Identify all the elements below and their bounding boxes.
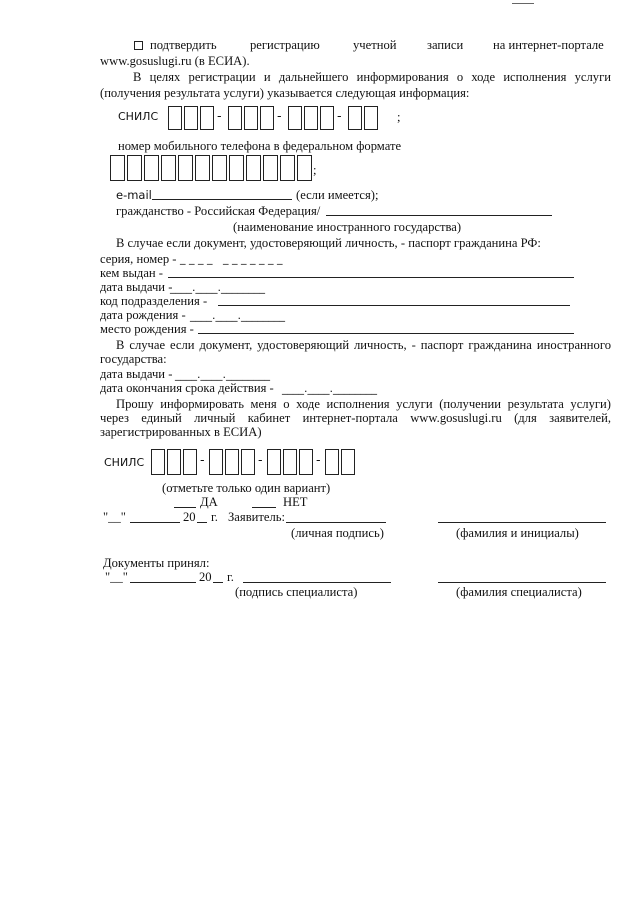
foreign-issue-date-label: дата выдачи - [100,367,173,381]
snils-label: СНИЛС [118,110,159,123]
snils-separator: - [217,108,222,123]
snils-separator: - [337,108,342,123]
foreign-passport-heading-2: государства: [100,352,167,366]
received-year-prefix: 20 [199,570,212,584]
no-label: НЕТ [283,495,308,509]
phone-digit-box[interactable] [127,155,142,181]
phone-digit-box[interactable] [297,155,312,181]
snils-digit-box[interactable] [288,106,302,130]
phone-digit-box[interactable] [161,155,176,181]
applicant-label: Заявитель: [228,510,285,524]
foreign-state-field[interactable] [326,215,552,216]
scan-mark [512,3,534,4]
info-intro-line-2: (получения результата услуги) указывается следующая информация: [100,86,470,100]
received-year-suffix: г. [227,570,234,584]
phone-digit-box[interactable] [144,155,159,181]
expiry-label: дата окончания срока действия - [100,381,274,395]
snils-2-digit-box[interactable] [299,449,313,475]
email-label: e-mail [116,188,152,202]
citizenship-label: гражданство - Российская Федерация/ [116,204,321,218]
dept-code-label: код подразделения - [100,294,208,308]
phone-end: ; [313,163,317,177]
birth-place-field[interactable] [198,333,574,334]
snils-2-digit-box[interactable] [325,449,339,475]
consent-word-5: на интернет-портале [493,38,604,52]
snils-digit-box[interactable] [244,106,258,130]
birth-date-label: дата рождения - [100,308,186,322]
phone-digit-box[interactable] [280,155,295,181]
series-label: серия, номер - [100,252,177,266]
phone-digit-box[interactable] [229,155,244,181]
snils-separator: - [277,108,282,123]
snils-2-digit-box[interactable] [209,449,223,475]
dept-code-field[interactable] [218,305,570,306]
received-signature-caption: (подпись специалиста) [235,585,358,599]
expiry-field[interactable]: ____.____.________ [282,382,377,395]
issued-by-field[interactable] [168,277,574,278]
snils-2-digit-box[interactable] [167,449,181,475]
received-signature-field[interactable] [243,582,391,583]
info-intro-line-1: В целях регистрации и дальнейшего информирования о ходе исполнения услуги [133,70,611,84]
notify-line-3: зарегистрированных в ЕСИА) [100,425,262,439]
snils-2-digit-box[interactable] [283,449,297,475]
applicant-name-caption: (фамилия и инициалы) [456,526,579,540]
applicant-month-field[interactable] [130,522,180,523]
foreign-issue-date-field[interactable]: ____.____.________ [175,368,270,381]
received-title: Документы принял: [103,556,210,570]
snils-2-separator: - [200,452,205,467]
applicant-year-prefix: 20 [183,510,196,524]
received-name-field[interactable] [438,582,606,583]
applicant-signature-caption: (личная подпись) [291,526,384,540]
consent-word-4: записи [427,38,464,52]
phone-digit-box[interactable] [195,155,210,181]
snils-digit-box[interactable] [168,106,182,130]
snils-2-digit-box[interactable] [183,449,197,475]
phone-digit-box[interactable] [178,155,193,181]
series-field[interactable]: _ _ _ _ _ _ _ _ _ _ _ [180,252,283,265]
snils-digit-box[interactable] [304,106,318,130]
phone-digit-box[interactable] [110,155,125,181]
snils-2-digit-box[interactable] [151,449,165,475]
snils-digit-box[interactable] [184,106,198,130]
choice-note: (отметьте только один вариант) [162,481,331,495]
received-name-caption: (фамилия специалиста) [456,585,582,599]
rf-passport-heading: В случае если документ, удостоверяющий личность, - паспорт гражданина РФ: [116,236,541,250]
snils-digit-box[interactable] [200,106,214,130]
snils-digit-box[interactable] [348,106,362,130]
yes-mark-field[interactable] [174,507,196,508]
snils-2-separator: - [316,452,321,467]
snils-2-digit-box[interactable] [267,449,281,475]
issue-date-field[interactable]: ____.____.________ [170,281,265,294]
snils-label-2: СНИЛС [104,456,145,469]
consent-word-1: подтвердить [150,38,217,52]
phone-label: номер мобильного телефона в федеральном формате [118,139,402,153]
snils-digit-box[interactable] [228,106,242,130]
no-mark-field[interactable] [252,507,276,508]
received-year-field[interactable] [213,582,223,583]
issued-by-label: кем выдан - [100,266,163,280]
consent-line-2: www.gosuslugi.ru (в ЕСИА). [100,54,250,68]
foreign-passport-heading-1: В случае если документ, удостоверяющий личность, - паспорт гражданина иностранного [116,338,611,352]
snils-digit-box[interactable] [364,106,378,130]
applicant-signature-field[interactable] [286,522,386,523]
yes-label: ДА [200,495,218,509]
issue-date-label: дата выдачи - [100,280,173,294]
email-field[interactable] [152,199,292,200]
snils-2-digit-box[interactable] [241,449,255,475]
consent-checkbox[interactable] [134,41,143,50]
snils-digit-box[interactable] [260,106,274,130]
phone-digit-box[interactable] [263,155,278,181]
received-month-field[interactable] [130,582,196,583]
snils-digit-box[interactable] [320,106,334,130]
snils-2-digit-box[interactable] [225,449,239,475]
consent-word-3: учетной [353,38,397,52]
received-date-quote: "__" [105,570,128,584]
notify-line-2: через единый личный кабинет интернет-портала www.gosuslugi.ru (для заявителей, [100,411,611,425]
phone-digit-box[interactable] [212,155,227,181]
email-note: (если имеется); [296,188,379,202]
foreign-state-caption: (наименование иностранного государства) [233,220,462,234]
notify-line-1: Прошу информировать меня о ходе исполнения услуги (получении результата услуги) [116,397,611,411]
applicant-year-field[interactable] [197,522,207,523]
snils-2-separator: - [258,452,263,467]
phone-digit-box[interactable] [246,155,261,181]
snils-end: ; [397,110,401,124]
consent-word-2: регистрацию [250,38,320,52]
snils-2-digit-box[interactable] [341,449,355,475]
birth-date-field[interactable]: ____.____.________ [190,309,285,322]
applicant-name-field[interactable] [438,522,606,523]
applicant-date-quote: "__" [103,510,126,524]
applicant-year-suffix: г. [211,510,218,524]
birth-place-label: место рождения - [100,322,194,336]
